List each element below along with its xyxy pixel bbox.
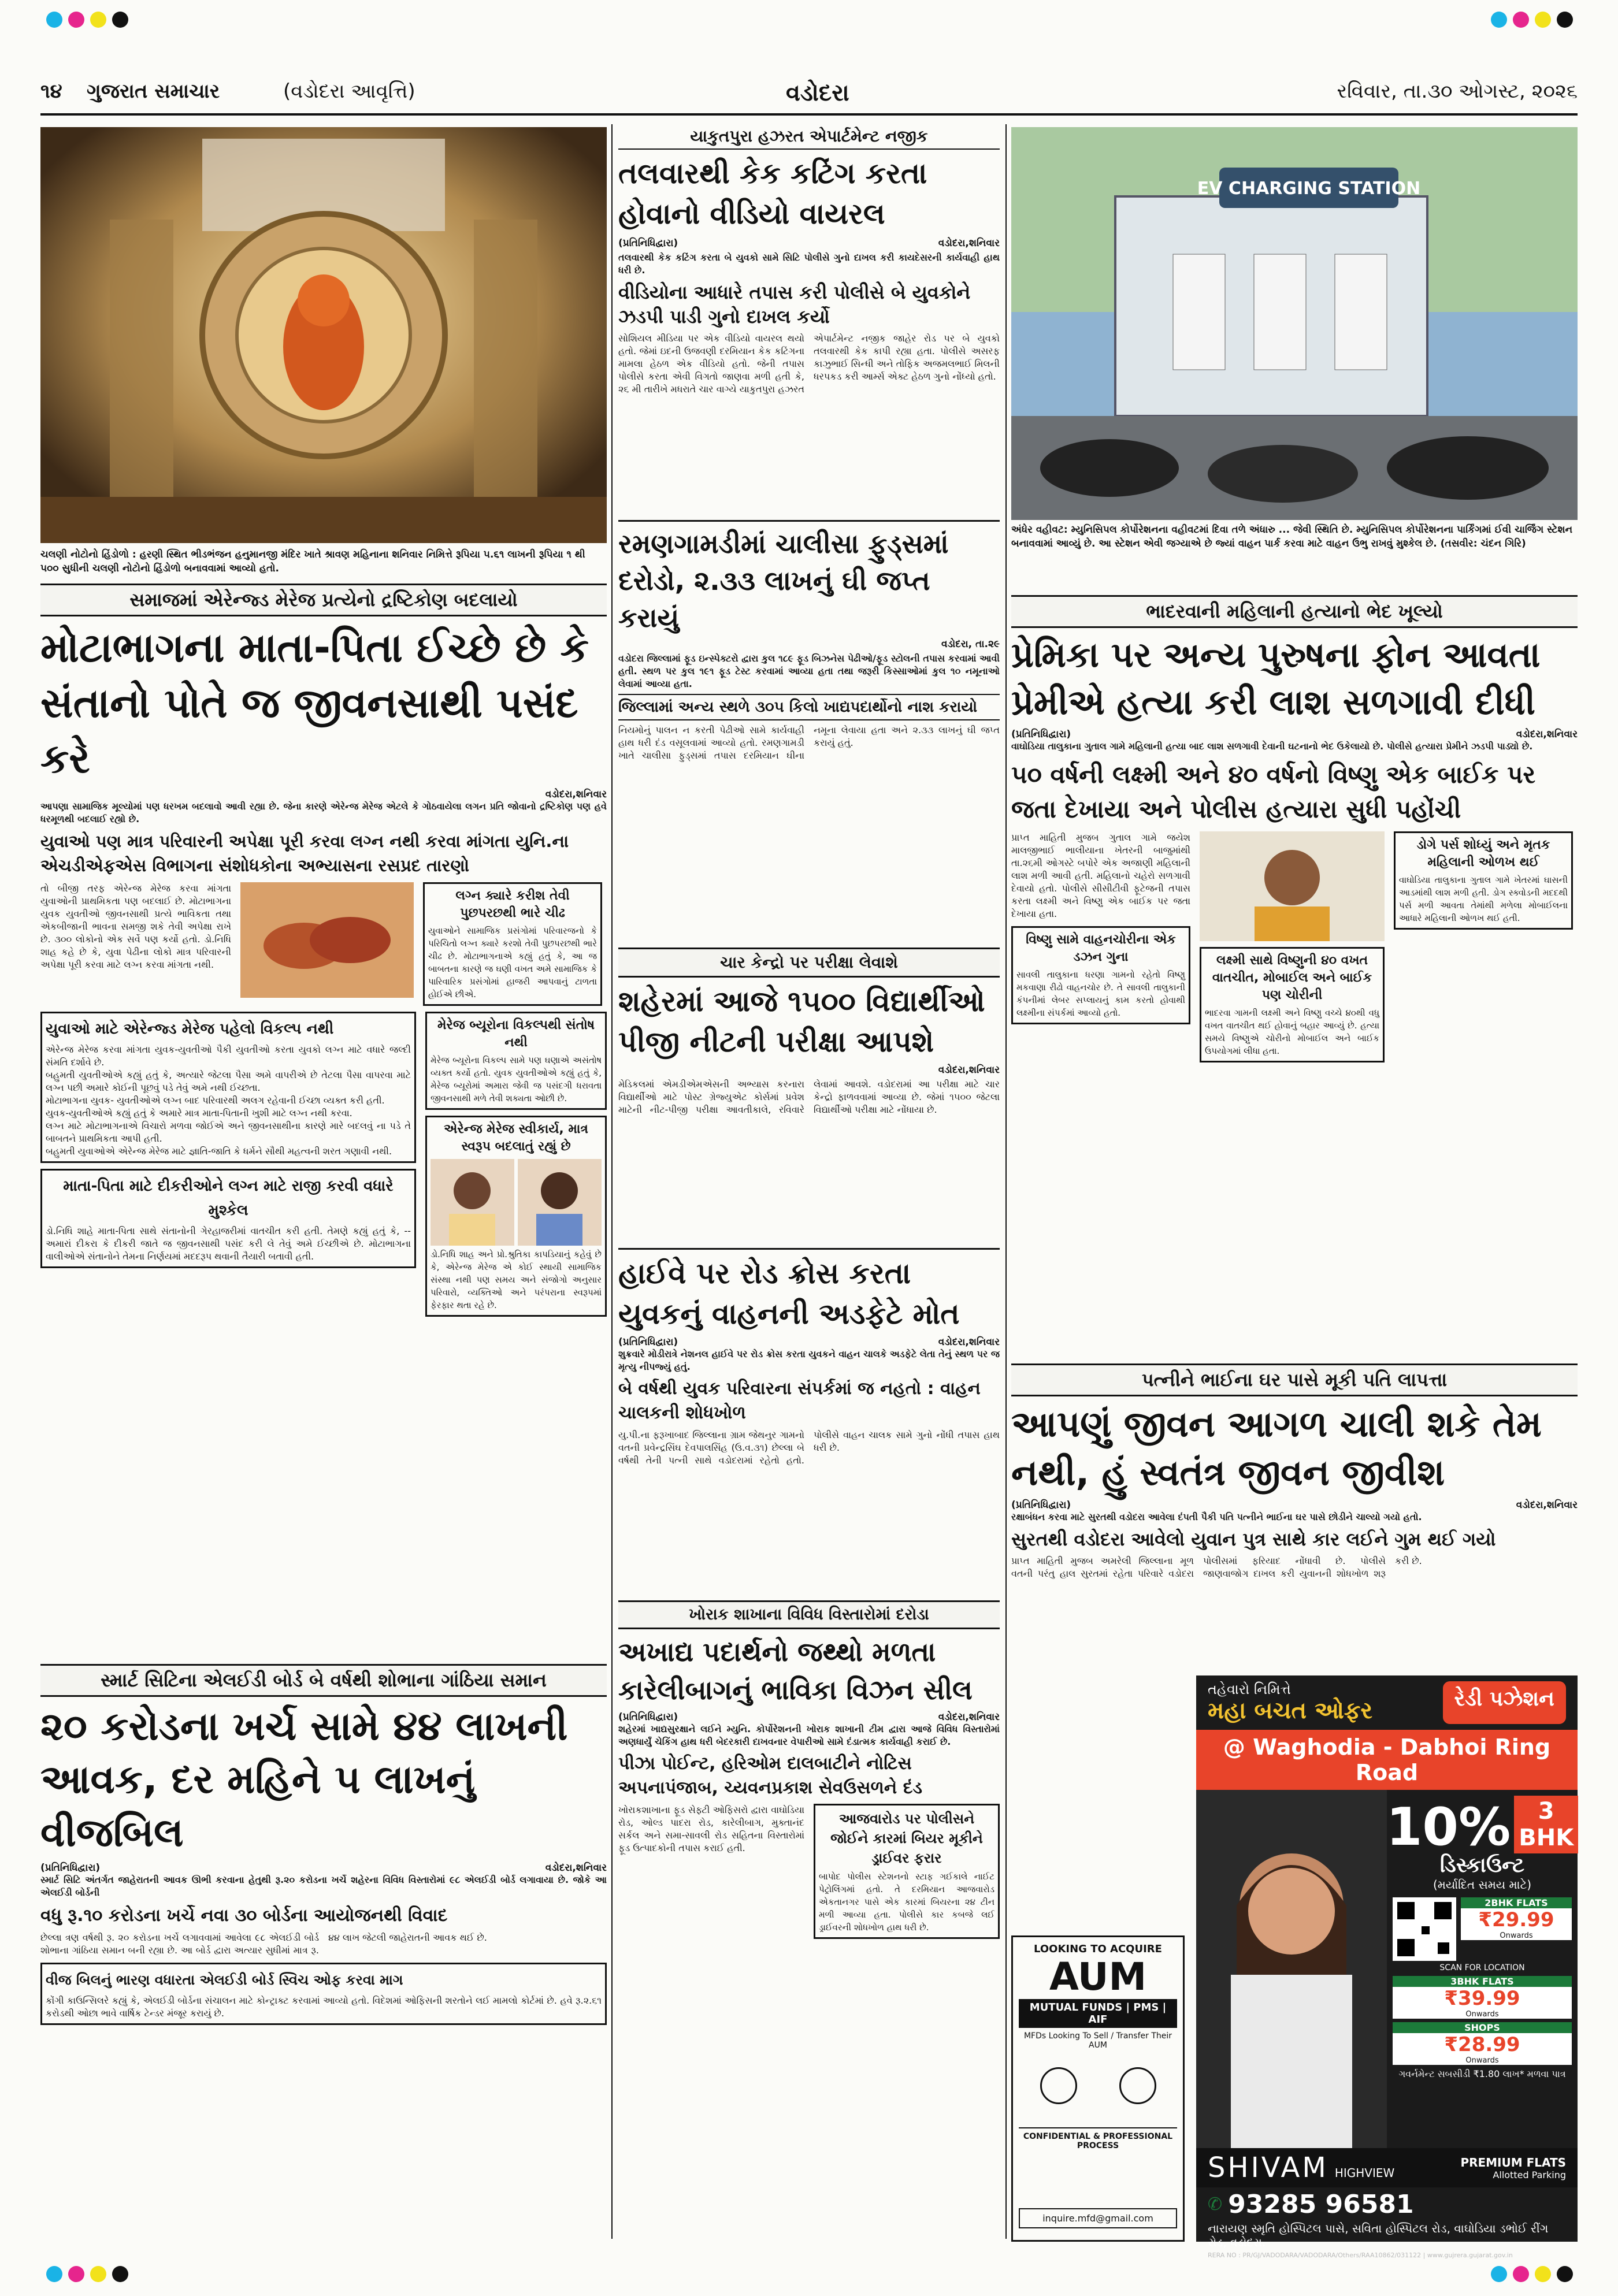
marriage-body: તો બીજી તરફ એરેન્જ મેરેજ કરવા માંગતા યુવાઓની પ્રાથમિકતા પણ બદલાઈ છે. મોટાભાગના યુવક યુવતીઓ જીવનસાથી પ્રત્યે ભાવિકતા તથા એકબીજાની ભાવના સમજી શકે તેવી અપેક્ષા રાખે છે. ૩૦૦ લોકોનો એક સર્વે પણ કર્યો હતો. ડો.નિધિ શાહ કહે છે કે, યુવા પેઢીના લોકો માત્ર પરિવારની અપેક્ષા પૂરી કરવા માટે લગ્ન કરવા માંગતા નથી.: [40, 883, 231, 970]
cake-story: [618, 124, 1000, 517]
ad-location: @ Waghodia - Dabhoi Ring Road: [1196, 1730, 1578, 1790]
ev-station-illustration: [1011, 127, 1578, 520]
marriage-strap: સમાજમાં એરેન્જ્ડ મેરેજ પ્રત્યેનો દ્રષ્ટિકોણ બદલાયો: [40, 584, 607, 616]
exam-dateline: વડોદરા,શનિવાર: [938, 1064, 1000, 1076]
led-board-story: [40, 1664, 607, 2242]
acceptance-headline: એરેન્જ મેરેજ સ્વીકાર્ય, માત્ર સ્વરૂપ બદલાતું રહ્યું છે: [444, 1122, 588, 1154]
first-choice-point: એરેન્જ મેરેજ કરવા માંગતા યુવક-યુવતીઓ પૈકી યુવતીઓ કરતા યુવકો લગ્ન માટે વધારે જલ્દી સંમતિ દર્શાવે છે.: [46, 1044, 411, 1068]
first-choice-point: બહુમતી યુવતીઓએ કહ્યું હતું કે, અત્યારે જેટલા પૈસા અમે વાપરીએ છે તેટલા પૈસા વાપરવા માટે લગ્ન પછી અમારે કોઈની પૂછવું પડે તેવું અમે નથી ઈચ્છતા.: [46, 1069, 411, 1093]
registration-mark: [1557, 12, 1573, 28]
temple-photo: [40, 127, 607, 543]
bureau-body: મેરેજ બ્યૂરોના વિકલ્પ સામે પણ ઘણાએ અસંતોષ વ્યક્ત કર્યો હતો. યુવક યુવતીઓએ કહ્યું હતું કે, મેરેજ બ્યૂરોમાં અમારા જેવી જ પસંદગી ધરાવતા જીવનસાથી મળે તેવી શક્યતા ઓછી છે.: [431, 1055, 602, 1104]
missing-headline: આપણું જીવન આગળ ચાલી શકે તેમ નથી, હું સ્વતંત્ર જીવન જીવીશ: [1011, 1403, 1542, 1493]
flat-unit: Onwards: [1465, 2056, 1499, 2065]
calls-box-body: ભાદરવા ગામની લક્ષ્મી અને વિષ્ણુ વચ્ચે ૪૦થી વધુ વખત વાતચીત થઈ હોવાનું બહાર આવ્યું છે. હત્યા સમયે વિષ્ણુએ ચોરીનો મોબાઈલ અને બાઈક ઉપયોગમાં લીધા હતા.: [1205, 1008, 1379, 1056]
registration-mark: [1557, 2266, 1573, 2282]
flat-price-card: [1461, 1897, 1572, 1940]
food-subhead: પીઝા પોઈન્ટ, હરિઓમ દાલબાટીને નોટિસ અપનાપંજાબ, ચ્યવનપ્રકાશ સેવઉસળને દંડ: [618, 1753, 922, 1798]
flat-label: 2BHK FLATS: [1461, 1897, 1572, 1908]
flat-price-card: [1393, 2022, 1572, 2065]
highway-lead: શુક્રવારે મોડીરાત્રે નેશનલ હાઈવે પર રોડ ક્રોસ કરતા યુવકને વાહન ચાલકે અડફેટે લેતા તેનું સ્થળ પર જ મૃત્યુ નીપજ્યું હતું.: [618, 1348, 1000, 1372]
temple-photo-caption: ચલણી નોટોનો હિંડોળો : હરણી સ્થિત ભીડભંજન હનુમાનજી મંદિર ખાતે શ્રાવણ મહિનાના શનિવાર નિમિત્તે રૂપિયા ૫.૬૧ લાખની રૂપિયા ૧ થી ૫૦૦ સુધીની ચલણી નોટોનો હિંડોળો બનાવવામાં આવ્યો હતો.: [40, 549, 585, 574]
vishnu-box-body: સાવલી તાલુકાના ધરણા ગામનો રહેતો વિષ્ણુ મકવાણા રીઢો વાહનચોર છે. તે સાવલી તાલુકાની કંપનીમાં લેબર સપ્લાયનું કામ કરતો હોવાથી લક્ષ્મીના સંપર્કમાં આવ્યો હતો.: [1016, 969, 1185, 1018]
board-body: છેલ્લા ત્રણ વર્ષથી રૂ. ૨૦ કરોડના ખર્ચે લગાવવામાં આવેલા ૯૮ એલઈડી બોર્ડ શોભાના ગાંઠિયા સમાન બની રહ્યા છે. આ બોર્ડ દ્વારા અત્યાર સુધીમાં માત્ર રૂ. ૪૪ લાખ જેટલી જાહેરાતની આવક થઈ છે.: [40, 1932, 487, 1956]
registration-mark: [112, 12, 128, 28]
exam-story: [618, 948, 1000, 1236]
ad-festival: તહેવારો નિમિત્તે: [1208, 1681, 1291, 1697]
first-choice-point: લગ્ન માટે મોટાભાગનાએ વિચારો મળવા જોઈએ અને જીવનસાથીના કારણે મારે બદલવું ના પડે તે બાબતને પ્રાથમિકતા આપી હતી.: [46, 1120, 411, 1144]
registration-mark: [46, 12, 62, 28]
bill-body: કોંગી કાઉન્સિલરે કહ્યું કે, એલઈડી બોર્ડના સંચાલન માટે કોન્ટ્રાક્ટ કરવામાં આવ્યો હતો. વિદેશમાં ઓફિસની શરતોને લઈ મામલો કોર્ટમાં છે. હવે રૂ.૨.૬૧ કરોડથી ઓછા ભાવે વાર્ષિક ટેન્ડર મંજૂર કરાયું છે.: [46, 1995, 602, 2019]
search-icon: [1040, 2067, 1077, 2104]
page-header: [40, 75, 1578, 116]
first-choice-point: મોટાભાગના યુવક- યુવતીઓએ લગ્ન બાદ પરિવારથી અલગ રહેવાની ઈચ્છા વ્યક્ત કરી હતી.: [46, 1095, 385, 1106]
whatsapp-icon: ✆: [1208, 2194, 1223, 2215]
registration-mark: [68, 2266, 84, 2282]
marriage-dateline: વડોદરા,શનિવાર: [545, 789, 607, 800]
ad-rera: RERA NO : PR/GJ/VADODARA/VADODARA/Others/RAA10862/031122 | www.gujrera.gujarat.gov.in: [1208, 2252, 1513, 2259]
board-headline: ૨૦ કરોડના ખર્ચ સામે ૪૪ લાખની આવક, દર મહિને ૫ લાખનું વીજબિલ: [40, 1704, 568, 1856]
highway-dateline: વડોદરા,શનિવાર: [938, 1336, 1000, 1348]
wedding-illustration: [240, 882, 414, 998]
bill-headline: વીજ બિલનું ભારણ વધારતા એલઈડી બોર્ડ સ્વિચ ઓફ કરવા માગ: [46, 1972, 403, 1988]
flat-price: ₹29.99: [1478, 1908, 1554, 1931]
exam-headline: શહેરમાં આજે ૧૫૦૦ વિદ્યાર્થીઓ પીજી નીટની પરીક્ષા આપશે: [618, 984, 985, 1058]
ghee-body: નિયમોનું પાલન ન કરતી પેઢીઓ સામે કાર્યવાહી હાથ ધરી દંડ વસૂલવામાં આવ્યો હતો. રમણગામડી ખાતે ચાલીસા ફુડ્સમાં તપાસ દરમિયાન ઘીના નમૂના લેવાયા હતા અને ૨.૩૩ લાખનું ઘી જપ્ત કરાયું હતું.: [618, 725, 1000, 761]
aum-foot: CONFIDENTIAL & PROFESSIONAL PROCESS: [1019, 2127, 1177, 2150]
wedding-hands-photo: [240, 882, 414, 998]
ghee-dateline: વડોદરા, તા.૨૯: [941, 638, 1000, 650]
ad-brand-sub: HIGHVIEW: [1334, 2166, 1395, 2180]
paper-name: ગુજરાત સમાચાર: [87, 80, 220, 103]
murder-body: પ્રાપ્ત માહિતી મુજબ ગુતાલ ગામે જયેશ માલજીભાઈ ભાલીયાના ખેતરની બાજુમાંથી તા.૨૬મી ઓગસ્ટે બપોરે એક અજાણી મહિલાની લાશ મળી આવી હતી. મહિલાનો ચહેરો સળગાવી દેવાયો હતો. પોલીસે સીસીટીવી ફૂટેજની તપાસ કરતા લક્ષ્મી અને વિષ્ણુ એક બાઈક પર જતા દેખાયા હતા.: [1011, 832, 1190, 919]
registration-mark: [1513, 2266, 1529, 2282]
exam-strap: ચાર કેન્દ્રો પર પરીક્ષા લેવાશે: [618, 948, 1000, 978]
flat-price-card: [1393, 1976, 1572, 2019]
ad-discount-label: ડિસ્કાઉન્ટ: [1439, 1853, 1525, 1877]
flat-price: ₹39.99: [1444, 1987, 1520, 2010]
registration-mark: [46, 2266, 62, 2282]
murder-byline: (પ્રતિનિધિદ્વારા): [1011, 729, 1071, 740]
cake-byline: (પ્રતિનિધિદ્વારા): [618, 237, 678, 249]
marriage-subhead: યુવાઓ પણ માત્ર પરિવારની અપેક્ષા પૂરી કરવા લગ્ન નથી કરવા માંગતા યુનિ.ના એચડીએફએસ વિભાગના સંશોધકોના અભ્યાસના રસપ્રદ તારણો: [40, 831, 569, 875]
board-strap: સ્માર્ટ સિટિના એલઈડી બોર્ડ બે વર્ષથી શોભાના ગાંઠિયા સમાન: [40, 1664, 607, 1697]
exam-body: મેડિકલમાં એમડીએમએસની અભ્યાસ કરનારા વિદ્યાર્થીઓ માટે પોસ્ટ ગ્રેજ્યુએટ કોર્સમાં પ્રવેશ માટેની નીટ-પીજી પરીક્ષા આવતીકાલે, રવિવારે લેવામાં આવશે. વડોદરામાં આ પરીક્ષા માટે ચાર કેન્દ્રો ફાળવવામાં આવ્યા છે. જેમાં ૧૫૦૦ જેટલા વિદ્યાર્થીઓ પરીક્ષા માટે નોંધાયા છે.: [618, 1079, 1000, 1115]
ad-premium: PREMIUM FLATS: [1460, 2155, 1566, 2169]
missing-lead: રક્ષાબંધન કરવા માટે સુરતથી વડોદરા આવેલા દંપતી પૈકી પતિ પત્નીને ભાઈના ઘર પાસે છોડીને ચાલ્યો ગયો હતો.: [1011, 1511, 1422, 1522]
highway-byline: (પ્રતિનિધિદ્વારા): [618, 1336, 678, 1348]
first-choice-point: બહુમતી યુવાઓએ એરેન્જ મેરેજ માટે જ્ઞાતિ-જાતિ કે ધર્મને સૌથી મહત્વની શરત ગણાવી નથી.: [46, 1146, 392, 1157]
cake-dateline: વડોદરા,શનિવાર: [938, 237, 1000, 249]
ghee-subhead: જિલ્લામાં અન્ય સ્થળે ૩૦૫ કિલો ખાદ્યપદાર્થોનો નાશ કરાયો: [618, 694, 1000, 720]
marriage-story: [40, 584, 607, 1635]
food-byline: (પ્રતિનિધિદ્વારા): [618, 1711, 678, 1723]
flat-label: SHOPS: [1393, 2022, 1572, 2033]
board-byline: (પ્રતિનિધિદ્વારા): [40, 1862, 101, 1874]
ev-station-sign: EV CHARGING STATION: [1197, 179, 1421, 199]
aum-brand: AUM: [1049, 1955, 1147, 1999]
registration-mark: [1535, 12, 1551, 28]
daughters-body: ડો.નિધિ શાહે માતા-પિતા સાથે સંતાનોની ગેરહાજરીમાં વાતચીત કરી હતી. તેમણે કહ્યું હતું કે, -- અમારાં દીકરા કે દીકરી જાતે જ જીવનસાથી પસંદ કરી લે તેવું અમે ઈચ્છીએ છે. મોટાભાગના વાલીઓએ સંતાનોને તેમના નિર્ણયમાં મદદરૂપ થવાની તૈયારી બતાવી હતી.: [46, 1225, 411, 1262]
ghee-story: [618, 520, 1000, 942]
flat-unit: Onwards: [1465, 2010, 1499, 2019]
murder-strap: ભાદરવાની મહિલાની હત્યાનો ભેદ ખૂલ્યો: [1011, 595, 1578, 628]
registration-mark: [1535, 2266, 1551, 2282]
ad-subsidy: ગવર્નમેન્ટ સબસીડી ₹1.80 લાખ* મળવા પાત્ર: [1398, 2068, 1566, 2079]
food-dateline: વડોદરા,શનિવાર: [938, 1711, 1000, 1723]
dog-box-headline: ડોગે પર્સ શોધ્યું અને મૃતક મહિલાની ઓળખ થઈ: [1416, 838, 1550, 870]
registration-mark: [68, 12, 84, 28]
murder-headline: પ્રેમિકા પર અન્ય પુરુષના ફોન આવતા પ્રેમીએ હત્યા કરી લાશ સળગાવી દીધી: [1011, 635, 1541, 723]
dog-box-body: વાઘોડિયા તાલુકાના ગુતાલ ગામે ખેતરમાં ઘાસની આડમાંથી લાશ મળી હતી. ડોગ સ્ક્વોડની મદદથી પર્સ મળી આવતા તેમાંથી મળેલા મોબાઈલના આધારે મહિલાની ઓળખ થઈ હતી.: [1399, 875, 1568, 923]
flat-label: 3BHK FLATS: [1393, 1976, 1572, 1987]
ghee-headline: રમણગામડીમાં ચાલીસા ફુડ્સમાં દરોડો, ૨.૩૩ લાખનું ઘી જપ્ત કરાયું: [618, 528, 949, 633]
ev-station-photo: [1011, 127, 1578, 520]
city-section: વડોદરા: [786, 80, 849, 106]
professor-photo: [518, 1159, 602, 1246]
highway-body: યુ.પી.ના ફરૂખાબાદ જિલ્લાના ગ્રામ જેથનુર ગામનો વતની પ્રવેન્દ્રસિંઘ દેવપાલસિંહ (ઉ.વ.૩૧) છેલ્લા બે વર્ષથી તેની પત્ની સાથે વડોદરામાં રહેતો હતો. પોલીસે વાહન ચાલક સામે ગુનો નોંધી તપાસ હાથ ધરી છે.: [618, 1429, 1000, 1466]
column-rule: [1005, 124, 1007, 2239]
shivam-ad: [1196, 1675, 1578, 2259]
daughters-headline: માતા-પિતા માટે દીકરીઓને લગ્ન માટે રાજી કરવી વધારે મુશ્કેલ: [63, 1177, 394, 1219]
registration-mark: [112, 2266, 128, 2282]
highway-headline: હાઈવે પર રોડ ક્રોસ કરતા યુવકનું વાહનની અડફેટે મોત: [618, 1257, 960, 1331]
highway-story: [618, 1248, 1000, 1595]
missing-husband-story: [1011, 1364, 1578, 1670]
registration-mark: [1513, 12, 1529, 28]
side-body: યુવાઓને સામાજિક પ્રસંગોમાં પરિવારજનો કે પરિચિતો લગ્ન ક્યારે કરશો તેવી પુછપરછથી ભારે ચીઢ છે. મોટાભાગનાએ કહ્યું હતું કે, આ જ બાબતના કારણે જ ઘણી વખત અમે સામાજિક કે પારિવારિક પ્રસંગોમાં હાજરી આપવાનું ટાળતા હોઈએ છીએ.: [428, 926, 597, 1000]
registration-mark: [90, 12, 106, 28]
ghee-lead: વડોદરા જિલ્લામાં ફૂડ ઇન્સ્પેક્ટરો દ્વારા કુલ ૧૮૯ ફૂડ બિઝનેસ પેઢીઓ/ફૂડ સ્ટોલની તપાસ કરવામાં આવી હતી. સ્થળ પર કુલ ૧૯૧ ફૂડ ટેસ્ટ કરવામાં આવ્યા હતા તથા જરૂરી કિસ્સાઓમાં કુલ ૧૦ નમૂનાઓ લેવામાં આવ્યા હતા.: [618, 653, 1000, 689]
highway-subhead: બે વર્ષથી યુવક પરિવારના સંપર્કમાં જ નહતો : વાહન ચાલકની શોધખોળ: [618, 1379, 981, 1423]
acceptance-body: ડો.નિધિ શાહ અને પ્રો.શ્રુતિકા કાપડિયાનું કહેવું છે કે, એરેન્જ મેરેજ એ કોઈ સ્થાયી સામાજિક સંસ્થા નથી પણ સમય અને સંજોગો અનુસાર પરિવારો, વ્યક્તિઓ અને પરંપરાના સ્વરૂપમાં ફેરફાર થતા રહે છે.: [431, 1249, 602, 1310]
ad-phone[interactable]: 93285 96581: [1228, 2190, 1414, 2219]
ad-address: નારાયણ સ્મૃતિ હોસ્પિટલ પાસે, સવિતા હોસ્પિટલ રોડ, વાઘોડિયા ડભોઈ રીંગ રોડ, વડોદરા.: [1208, 2221, 1549, 2249]
ad-brand: SHIVAM: [1208, 2152, 1328, 2184]
professor-photo: [431, 1159, 514, 1246]
food-lead: શહેરમાં ખાદ્યસુરક્ષાને લઈને મ્યુનિ. કોર્પોરેશનની ખોરાક શાખાની ટીમ દ્વારા આજે વિવિધ વિસ્તારોમાં અણધાર્યું ચેકિંગ હાથ ધરી બેદરકારી દાખવનાર વેપારીઓ સામે દંડાત્મક કાર્યવાહી કરાઈ છે.: [618, 1723, 1000, 1747]
murder-lead: વાઘોડિયા તાલુકાના ગુતાલ ગામે મહિલાની હત્યા બાદ લાશ સળગાવી દેવાની ઘટનાનો ભેદ ઉકેલાયો છે. પોલીસે હત્યારા પ્રેમીને ઝડપી પાડ્યો છે.: [1011, 741, 1533, 752]
aum-sub: MUTUAL FUNDS | PMS | AIF: [1019, 1999, 1177, 2028]
ad-discount-note: (મર્યાદિત સમય માટે): [1433, 1878, 1532, 1892]
bureau-headline: મેરેજ બ્યૂરોના વિકલ્પથી સંતોષ નથી: [437, 1018, 595, 1050]
food-body: ખોરાકશાખાના ફૂડ સેફ્ટી ઓફિસરો દ્વારા વાઘોડિયા રોડ, ઓલ્ડ પાદરા રોડ, કારેલીબાગ, મુક્તાનંદ સર્કલ અને સમા-સાવલી રોડ સહિતના વિસ્તારોમાં ફૂડ ઉત્પાદકોની તપાસ કરાઈ હતી.: [618, 1804, 804, 1853]
board-dateline: વડોદરા,શનિવાર: [545, 1862, 607, 1874]
first-choice-point: યુવક-યુવતીઓએ કહ્યું હતું કે અમારે માત્ર માતા-પિતાની ખુશી માટે લગ્ન નથી કરવા.: [46, 1108, 352, 1119]
cake-kicker: યાકુતપુરા હઝરત એપાર્ટમેન્ટ નજીક: [618, 124, 1000, 150]
missing-byline: (પ્રતિનિધિદ્વારા): [1011, 1499, 1071, 1511]
column-rule: [611, 124, 613, 2239]
victim-photo: [1200, 831, 1385, 941]
missing-dateline: વડોદરા,શનિવાર: [1516, 1499, 1578, 1511]
ad-ready-badge: રેડી પઝેશન: [1443, 1681, 1567, 1724]
aum-email[interactable]: inquire.mfd@gmail.com: [1019, 2208, 1177, 2228]
edition: (વડોદરા આવૃત્તિ): [283, 80, 415, 103]
aum-note: MFDs Looking To Sell / Transfer Their AUM: [1023, 2031, 1172, 2050]
aum-ad: [1011, 1935, 1185, 2242]
murder-story: [1011, 595, 1578, 1358]
missing-body: પ્રાપ્ત માહિતી મુજબ અમરેલી જિલ્લાના મૂળ વતની પરંતુ હાલ સુરતમાં રહેતા પરિવારે વડોદરા પોલીસમાં ફરિયાદ નોંધાવી છે. પોલીસે જાણવાજોગ દાખલ કરી યુવાનની શોધખોળ શરૂ કરી છે.: [1011, 1555, 1422, 1579]
lock-icon: [1119, 2067, 1156, 2104]
ad-model-photo: [1196, 1790, 1387, 2148]
marriage-headline: મોટાભાગના માતા-પિતા ઈચ્છે છે કે સંતાનો પોતે જ જીવનસાથી પસંદ કરે: [40, 624, 589, 782]
calls-box-headline: લક્ષ્મી સાથે વિષ્ણુની ૪૦ વખત વાતચીત, મોબાઈલ અને બાઈક પણ ચોરીની: [1212, 953, 1372, 1002]
food-strap: ખોરાક શાખાના વિવિધ વિસ્તારોમાં દરોડા: [618, 1600, 1000, 1629]
aum-icons: [1019, 2067, 1177, 2104]
missing-subhead: સુરતથી વડોદરા આવેલો યુવાન પુત્ર સાથે કાર લઈને ગુમ થઈ ગયો: [1011, 1528, 1496, 1550]
beer-body: બાપોદ પોલીસ સ્ટેશનનો સ્ટાફ ગઈકાલે નાઈટ પેટ્રોલિંગમાં હતો. તે દરમિયાન આજવારોડ એકતાનગર પાસે એક કારમાં બિયરના ૨૪ ટીન મળી આવ્યા હતા. પોલીસે કાર કબજે લઈ ડ્રાઈવરની શોધખોળ હાથ ધરી છે.: [819, 1871, 994, 1933]
aum-top: LOOKING TO ACQUIRE: [1034, 1943, 1162, 1955]
murder-dateline: વડોદરા,શનિવાર: [1516, 729, 1578, 740]
ad-parking: Allotted Parking: [1493, 2169, 1566, 2180]
hindola-illustration: [40, 127, 607, 543]
murder-subhead: ૫૦ વર્ષની લક્ષ્મી અને ૪૦ વર્ષનો વિષ્ણુ એક બાઈક પર જતા દેખાયા અને પોલીસ હત્યારા સુધી પહોંચી: [1011, 760, 1536, 823]
first-choice-headline: યુવાઓ માટે એરેન્જ્ડ મેરેજ પહેલો વિકલ્પ નથી: [46, 1020, 334, 1038]
professors-photos: [431, 1159, 602, 1246]
board-subhead: વધુ રૂ.૧૦ કરોડના ખર્ચે નવા ૩૦ બોર્ડના આયોજનથી વિવાદ: [40, 1905, 448, 1926]
ad-bhk: 3 BHK: [1514, 1796, 1578, 1853]
flat-price: ₹28.99: [1444, 2033, 1520, 2056]
registration-mark: [1491, 12, 1507, 28]
issue-date: રવિવાર, તા.૩૦ ઓગસ્ટ, ૨૦૨૬: [1337, 80, 1578, 103]
food-story: [618, 1600, 1000, 2242]
vishnu-box-headline: વિષ્ણુ સામે વાહનચોરીના એક ડઝન ગુના: [1026, 932, 1176, 964]
cake-lead: તલવારથી કેક કટિંગ કરતા બે યુવકો સામે સિટિ પોલીસે ગુનો દાખલ કરી કાયદેસરની કાર્યવાહી હાથ ધરી છે.: [618, 252, 1000, 276]
qr-code-icon[interactable]: [1393, 1897, 1456, 1961]
flat-unit: Onwards: [1500, 1931, 1533, 1940]
registration-mark: [1491, 2266, 1507, 2282]
marriage-intro: આપણા સામાજિક મૂલ્યોમાં પણ ધરખમ બદલાવો આવી રહ્યા છે. જેના કારણે એરેન્જ મેરેજ એટલે કે ગોઠવાયેલા લગન પ્રતિ જોવાનો દ્રષ્ટિકોણ પણ હવે ધરમૂળથી બદલાઈ રહ્યો છે.: [40, 801, 607, 824]
page-number: ૧૪: [40, 80, 62, 103]
ev-photo-caption: અંધેર વહીવટ: મ્યુનિસિપલ કોર્પોરેશનના વહીવટમાં દિવા તળે અંધારુ ... જેવી સ્થિતિ છે. મ્યુનિસિપલ કોર્પોરેશનના પાર્કિંગમાં ઈવી ચાર્જિંગ સ્ટેશન બનાવવામાં આવ્યું છે. આ સ્ટેશન એવી જગ્યાએ છે જ્યાં વાહન પાર્ક કરવા માટે વાહન ઉભુ રાખવું મુશ્કેલ છે. (તસવીર: ચંદન ગિરિ): [1011, 524, 1573, 549]
ad-discount: 10%: [1386, 1797, 1511, 1857]
cake-subhead: વીડિયોના આધારે તપાસ કરી પોલીસે બે યુવકોને ઝડપી પાડી ગુનો દાખલ કર્યો: [618, 281, 971, 328]
board-intro: સ્માર્ટ સિટિ અંતર્ગત જાહેરાતની આવક ઊભી કરવાના હેતુથી રૂ.૨૦ કરોડના ખર્ચે શહેરના વિવિધ વિસ્તારોમાં ૯૮ એલઈડી બોર્ડ લગાવાયા છે. જોકે આ એલઈડી બોર્ડની: [40, 1874, 607, 1898]
ad-offer: મહા બચત ઓફર: [1208, 1697, 1373, 1724]
beer-headline: આજવારોડ પર પોલીસને જોઈને કારમાં બિયર મૂકીને ડ્રાઈવર ફરાર: [830, 1811, 983, 1866]
side-headline: લગ્ન ક્યારે કરીશ તેવી પુછપરછથી ભારે ચીઢ: [455, 889, 570, 920]
food-headline: અખાદ્ય પદાર્થનો જથ્થો મળતા કારેલીબાગનું ભાવિકા વિઝન સીલ: [618, 1636, 973, 1706]
ad-scan: SCAN FOR LOCATION: [1439, 1963, 1525, 1972]
cake-body: સોશિયલ મીડિયા પર એક વીડિયો વાયરલ થયો હતો. જેમાં ઇદની ઉજવણી દરમિયાન કેક કટિંગના મામલા હેઠળ એક વીડિયો હતો. જેની તપાસ પોલીસે કરતા એવી વિગતો જાણવા મળી હતી કે, ૨૬ મી તારીખે મધરાતે ચાર વાગ્યે યાકુતપુરા હઝરત એપાર્ટમેન્ટ નજીક જાહેર રોડ પર બે યુવકો તલવારથી કેક કાપી રહ્યા હતા. પોલીસે અસરફ કાઝુભાઈ સિન્ધી અને તોફિક અજમલભાઈ મિલની ધરપકડ કરી આર્મ્સ એક્ટ હેઠળ ગુનો નોંધ્યો હતો.: [618, 333, 1000, 395]
registration-mark: [90, 2266, 106, 2282]
missing-strap: પત્નીને ભાઈના ઘર પાસે મૂકી પતિ લાપત્તા: [1011, 1364, 1578, 1396]
cake-headline: તલવારથી કેક કટિંગ કરતા હોવાનો વીડિયો વાયરલ: [618, 157, 927, 231]
